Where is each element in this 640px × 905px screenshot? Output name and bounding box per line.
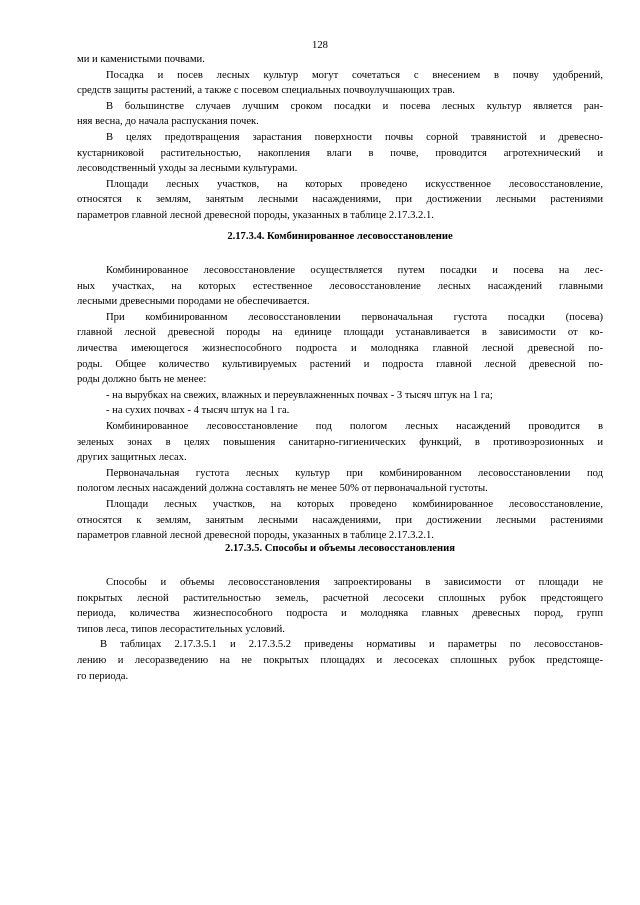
text-line: лению и лесоразведению на не покрытых площадях и лесосеках сплошных рубок предстояще- xyxy=(77,654,603,666)
text-line: личества имеющегося жизнеспособного подроста и молодняка главной лесной древесной по- xyxy=(77,342,603,354)
text-line: параметров главной лесной древесной породы, указанных в таблице 2.17.3.2.1. xyxy=(77,530,434,542)
text-line: роды. Общее количество культивируемых растений и подроста главной лесной древесной по- xyxy=(77,358,603,370)
text-line: покрытых лесной растительностью земель, расчетной лесосеки сплошных рубок предстоящего xyxy=(77,592,603,604)
text-line: типов леса, типов лесорастительных условий. xyxy=(77,623,285,635)
text-line: параметров главной лесной древесной породы, указанных в таблице 2.17.3.2.1. xyxy=(77,209,434,221)
text-line: няя весна, до начала распускания почек. xyxy=(77,116,259,128)
text-line: го периода. xyxy=(77,670,129,682)
text-line: других защитных лесах. xyxy=(77,452,187,464)
text-line: Комбинированное лесовосстановление под пологом лесных насаждений проводится в xyxy=(106,420,603,432)
text-line: относятся к землям, занятым лесными насаждениями, при достижении лесными растениями xyxy=(77,194,603,206)
section-2-17-3-4 xyxy=(77,229,603,544)
text-line: Площади лесных участков, на которых проведено комбинированное лесовосстановление, xyxy=(106,498,603,510)
section-heading: 2.17.3.5. Способы и объемы лесовосстановления xyxy=(225,543,455,554)
text-line: главной лесной древесной породы на единице площади устанавливается в зависимости от ко- xyxy=(77,327,603,339)
text-line: периода, количества жизнеспособного подроста и молодняка главных древесных пород, групп xyxy=(77,608,603,620)
text-line: Площади лесных участков, на которых проведено искусственное лесовосстановление, xyxy=(106,178,603,190)
text-line: Способы и объемы лесовосстановления запроектированы в зависимости от площади не xyxy=(106,577,603,588)
section-heading: 2.17.3.4. Комбинированное лесовосстановление xyxy=(227,231,453,242)
text-line: Посадка и посев лесных культур могут сочетаться с внесением в почву удобрений, xyxy=(106,69,603,81)
text-line: кустарниковой растительностью, накопления влаги в почве, проводится агротехнический и xyxy=(77,147,603,159)
text-line: лесными древесными породами не обеспечивается. xyxy=(77,296,310,308)
text-line: средств защиты растений, а также с посевом специальных почвоулучшающих трав. xyxy=(77,85,455,97)
text-line: зеленых зонах в целях повышения санитарно-гигиенических функций, в противоэрозионных и xyxy=(77,436,603,448)
intro-text xyxy=(77,52,603,224)
text-line: В целях предотвращения зарастания поверхности почвы сорной травянистой и древесно- xyxy=(106,131,603,143)
text-line: ми и каменистыми почвами. xyxy=(77,54,205,65)
text-line: пологом лесных насаждений должна составлять не менее 50% от первоначальной густоты. xyxy=(77,483,488,495)
text-line: При комбинированном лесовосстановлении первоначальная густота посадки (посева) xyxy=(106,311,603,323)
list-item: - на сухих почвах - 4 тысяч штук на 1 га. xyxy=(106,405,290,417)
text-line: относятся к землям, занятым лесными насаждениями, при достижении лесными растениями xyxy=(77,514,603,526)
text-line: роды должно быть не менее: xyxy=(77,374,207,386)
page-number: 128 xyxy=(312,40,328,51)
text-line: Комбинированное лесовосстановление осуществляется путем посадки и посева на лес- xyxy=(106,265,603,276)
section-2-17-3-5 xyxy=(77,541,603,684)
text-line: В большинстве случаев лучшим сроком посадки и посева лесных культур является ран- xyxy=(106,100,603,112)
list-item: - на вырубках на свежих, влажных и переувлажненных почвах - 3 тысяч штук на 1 га; xyxy=(106,389,493,401)
text-line: В таблицах 2.17.3.5.1 и 2.17.3.5.2 приведены нормативы и параметры по лесовосстанов- xyxy=(100,639,603,651)
text-line: Первоначальная густота лесных культур при комбинированном лесовосстановлении под xyxy=(106,467,603,479)
text-line: лесоводственный уходы за лесными культурами. xyxy=(77,163,298,175)
text-line: ных участках, на которых естественное лесовосстановление лесных насаждений главными xyxy=(77,280,603,292)
